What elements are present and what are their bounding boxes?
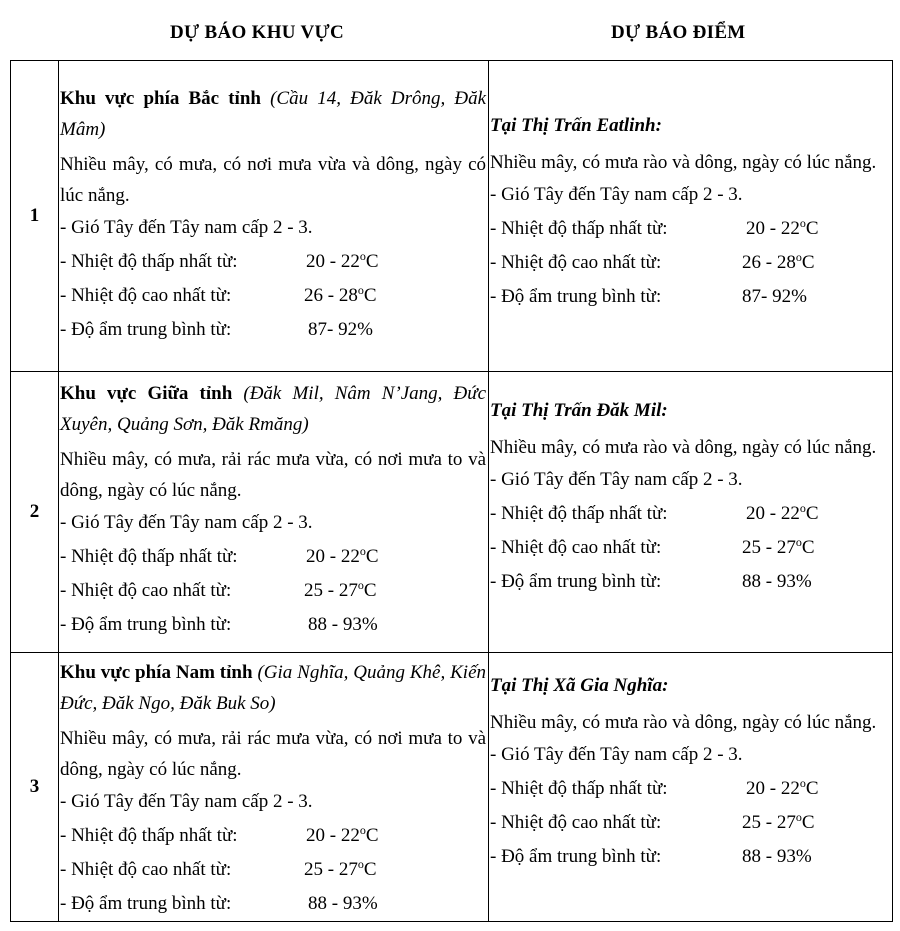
min-temp-line [490,212,890,246]
point-title: Tại Thị Trấn Eatlinh: [490,115,662,136]
table-row [11,653,893,922]
point-forecast-cell [489,653,893,922]
area-districts: (Gia Nghĩa, Quảng Khê, Kiến Đức, Đăk Ngo, Đăk Buk So) [60,662,487,714]
min-temp-label: - Nhiệt độ thấp nhất từ: [490,218,668,239]
max-temp-label: - Nhiệt độ cao nhất từ: [60,285,232,306]
min-temp-value: 20 - 22$^o$C [306,544,379,567]
min-temp-label: - Nhiệt độ thấp nhất từ: [60,825,238,846]
area-forecast-cell [59,653,489,922]
humidity-line [60,608,486,642]
humidity-label: - Độ ẩm trung bình từ: [60,614,232,635]
area-name: Khu vực Giữa tỉnh [60,383,233,404]
forecast-table [10,60,893,922]
humidity-label: - Độ ẩm trung bình từ: [490,846,662,867]
area-districts: (Cầu 14, Đăk Drông, Đăk Mâm) [60,88,486,140]
max-temp-label: - Nhiệt độ cao nhất từ: [60,859,232,880]
table-row [11,61,893,372]
min-temp-line [60,245,486,279]
max-temp-value: 26 - 28$^o$C [304,283,377,306]
wind-line: - Gió Tây đến Tây nam cấp 2 - 3. [490,184,743,205]
area-title [60,83,486,145]
area-description: Nhiều mây, có mưa, rải rác mưa vừa, có nơi mưa to và dông, ngày có lúc nắng. [60,728,486,780]
max-temp-line [490,806,890,840]
min-temp-line [490,772,890,806]
row-number: 2 [11,372,59,653]
area-forecast-heading: DỰ BÁO KHU VỰC [170,22,344,43]
min-temp-value: 20 - 22$^o$C [746,776,819,799]
humidity-label: - Độ ẩm trung bình từ: [60,319,232,340]
wind-line: - Gió Tây đến Tây nam cấp 2 - 3. [60,512,313,533]
area-description: Nhiều mây, có mưa, có nơi mưa vừa và dông, ngày có lúc nắng. [60,154,486,206]
max-temp-line [60,574,486,608]
humidity-line [490,840,890,874]
max-temp-value: 25 - 27$^o$C [742,535,815,558]
point-forecast-cell [489,372,893,653]
humidity-value: 88 - 93% [742,571,812,592]
min-temp-value: 20 - 22$^o$C [306,823,379,846]
max-temp-value: 25 - 27$^o$C [304,578,377,601]
area-description: Nhiều mây, có mưa, rải rác mưa vừa, có nơi mưa to và dông, ngày có lúc nắng. [60,449,486,501]
wind-line: - Gió Tây đến Tây nam cấp 2 - 3. [60,217,313,238]
row-number: 1 [11,61,59,372]
wind-line: - Gió Tây đến Tây nam cấp 2 - 3. [60,791,313,812]
humidity-label: - Độ ẩm trung bình từ: [60,893,232,914]
min-temp-label: - Nhiệt độ thấp nhất từ: [490,503,668,524]
point-description: Nhiều mây, có mưa rào và dông, ngày có lúc nắng. [490,437,877,458]
max-temp-label: - Nhiệt độ cao nhất từ: [490,252,662,273]
max-temp-line [490,531,890,565]
point-description: Nhiều mây, có mưa rào và dông, ngày có lúc nắng. [490,152,877,173]
area-forecast-cell [59,372,489,653]
max-temp-value: 25 - 27$^o$C [304,857,377,880]
humidity-label: - Độ ẩm trung bình từ: [490,571,662,592]
min-temp-label: - Nhiệt độ thấp nhất từ: [60,546,238,567]
min-temp-label: - Nhiệt độ thấp nhất từ: [60,251,238,272]
max-temp-value: 26 - 28$^o$C [742,250,815,273]
humidity-value: 88 - 93% [308,893,378,914]
table-row [11,372,893,653]
min-temp-line [60,540,486,574]
area-districts: (Đăk Mil, Nâm N’Jang, Đức Xuyên, Quảng Sơn, Đăk Rmăng) [60,383,486,435]
wind-line: - Gió Tây đến Tây nam cấp 2 - 3. [490,469,743,490]
humidity-value: 88 - 93% [308,614,378,635]
humidity-line [490,565,890,599]
area-title [60,657,486,719]
humidity-label: - Độ ẩm trung bình từ: [490,286,662,307]
min-temp-line [60,819,486,853]
point-title: Tại Thị Xã Gia Nghĩa: [490,675,669,696]
min-temp-value: 20 - 22$^o$C [746,216,819,239]
max-temp-label: - Nhiệt độ cao nhất từ: [490,812,662,833]
min-temp-label: - Nhiệt độ thấp nhất từ: [490,778,668,799]
humidity-line [60,887,486,921]
point-description: Nhiều mây, có mưa rào và dông, ngày có lúc nắng. [490,712,877,733]
humidity-value: 88 - 93% [742,846,812,867]
point-title: Tại Thị Trấn Đăk Mil: [490,400,668,421]
humidity-line [60,313,486,347]
min-temp-value: 20 - 22$^o$C [306,249,379,272]
area-title [60,378,486,440]
row-number: 3 [11,653,59,922]
point-forecast-heading: DỰ BÁO ĐIỂM [611,22,746,43]
max-temp-label: - Nhiệt độ cao nhất từ: [490,537,662,558]
min-temp-value: 20 - 22$^o$C [746,501,819,524]
area-name: Khu vực phía Bắc tỉnh [60,88,261,109]
max-temp-line [60,853,486,887]
min-temp-line [490,497,890,531]
point-forecast-cell [489,61,893,372]
max-temp-value: 25 - 27$^o$C [742,810,815,833]
humidity-value: 87- 92% [308,319,373,340]
humidity-value: 87- 92% [742,286,807,307]
wind-line: - Gió Tây đến Tây nam cấp 2 - 3. [490,744,743,765]
area-name: Khu vực phía Nam tỉnh [60,662,253,683]
max-temp-line [490,246,890,280]
humidity-line [490,280,890,314]
max-temp-line [60,279,486,313]
area-forecast-cell [59,61,489,372]
max-temp-label: - Nhiệt độ cao nhất từ: [60,580,232,601]
